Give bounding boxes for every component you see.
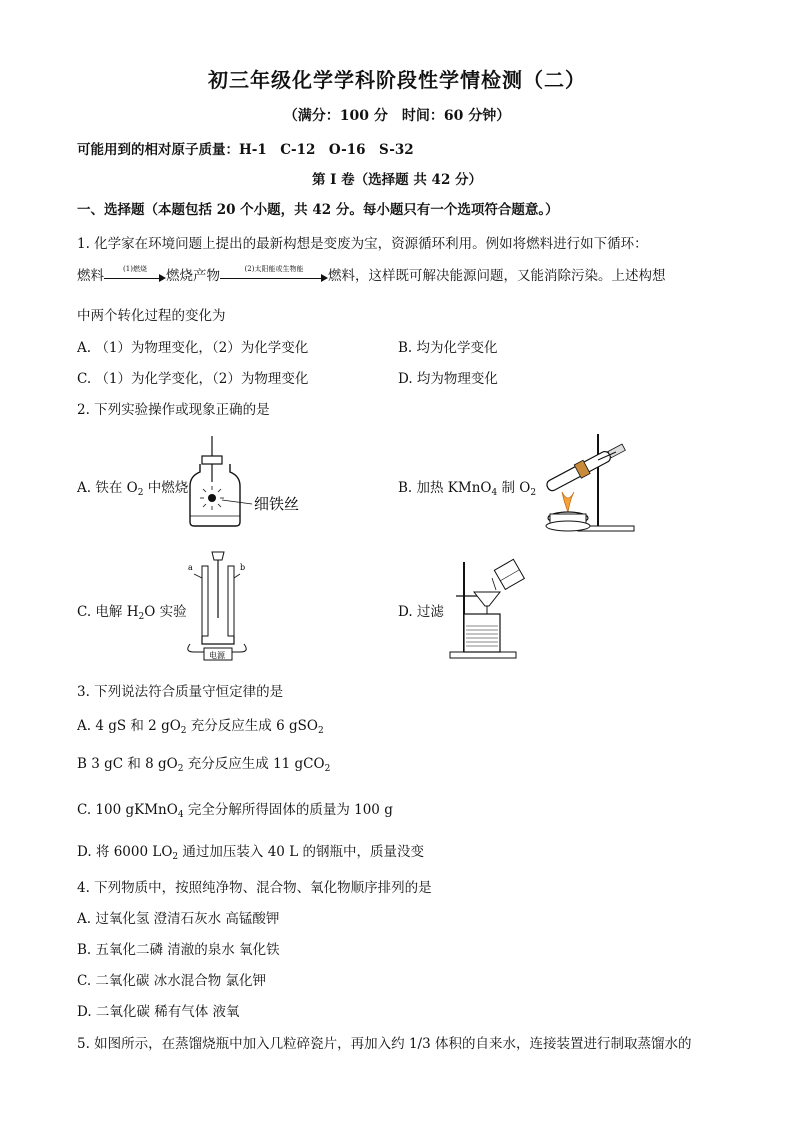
q2-a-sub: 2 <box>137 488 144 498</box>
q2-a-text-2: 中燃烧 <box>143 480 189 496</box>
exam-info: （满分：100 分 时间：60 分钟） <box>283 108 511 124</box>
q1-arrow-2 <box>220 264 328 284</box>
q3-c-sub: 4 <box>177 810 184 820</box>
q4-option-a[interactable]: A. 过氧化氢 澄清石灰水 高锰酸钾 <box>77 911 280 927</box>
q3-a-text: A. 4 gS 和 2 gO <box>77 718 181 734</box>
q1-option-d[interactable]: D. 均为物理变化 <box>398 371 498 387</box>
electrode-b-label: b <box>240 563 246 572</box>
q1-tail: ，这样既可解决能源问题，又能消除污染。上述构想 <box>355 268 666 284</box>
q1-arrow-1 <box>104 264 166 284</box>
q3-d-sub: 2 <box>172 852 179 862</box>
q1-stem-2: 中两个转化过程的变化为 <box>77 308 226 324</box>
q1-fuel-2: 燃料 <box>328 268 355 284</box>
q1-cycle <box>77 264 666 284</box>
q2-option-c[interactable] <box>77 600 187 622</box>
q2-b-text-2: 制 O <box>497 480 531 496</box>
q1-option-b[interactable]: B. 均为化学变化 <box>398 340 498 356</box>
section-heading: 一、选择题（本题包括 20 个小题，共 42 分。每小题只有一个选项符合题意。） <box>77 202 559 218</box>
q2-c-text-2: O 实验 <box>144 604 187 620</box>
q3-c-text-2: 完全分解所得固体的质量为 100 g <box>183 802 393 818</box>
filtration-figure <box>446 556 536 660</box>
q3-a-sub-2: 2 <box>317 726 324 736</box>
q1-arrow-2-label: (2)太阳能或生物能 <box>244 264 304 273</box>
atomic-masses: 可能用到的相对原子质量：H-1 C-12 O-16 S-32 <box>77 142 414 158</box>
q2-a-text: A. 铁在 O <box>77 480 138 496</box>
electrolysis-figure <box>182 548 252 664</box>
q4-stem: 4. 下列物质中，按照纯净物、混合物、氧化物顺序排列的是 <box>77 880 432 896</box>
q3-a-text-2: 充分反应生成 6 gSO <box>186 718 318 734</box>
q1-fuel: 燃料 <box>77 268 104 284</box>
q2-c-text: C. 电解 H <box>77 604 139 620</box>
q3-c-text: C. 100 gKMnO <box>77 802 178 818</box>
q1-product: 燃烧产物 <box>166 268 220 284</box>
q1-option-a[interactable]: A. （1）为物理变化，（2）为化学变化 <box>77 340 309 356</box>
q3-b-sub-2: 2 <box>324 764 331 774</box>
page-title: 初三年级化学学科阶段性学情检测（二） <box>208 68 586 92</box>
q2-option-a[interactable] <box>77 476 188 498</box>
kmno4-heating-figure <box>538 430 638 534</box>
q2-c-sub: 2 <box>138 612 145 622</box>
volume-heading: 第 I 卷（选择题 共 42 分） <box>311 172 483 188</box>
q3-stem: 3. 下列说法符合质量守恒定律的是 <box>77 684 284 700</box>
q3-option-c[interactable] <box>77 798 393 820</box>
iron-burning-figure <box>186 434 316 530</box>
q5-stem: 5. 如图所示，在蒸馏烧瓶中加入几粒碎瓷片，再加入约 1/3 体积的自来水，连接装置进行制取蒸馏水的 <box>77 1036 692 1052</box>
q3-option-b[interactable] <box>77 752 330 774</box>
q2-option-d[interactable]: D. 过滤 <box>398 604 444 620</box>
q3-b-text: B 3 gC 和 8 gO <box>77 756 178 772</box>
q1-stem: 1. 化学家在环境问题上提出的最新构想是变废为宝，资源循环利用。例如将燃料进行如下循环： <box>77 236 648 252</box>
q2-b-text: B. 加热 KMnO <box>398 480 492 496</box>
q3-option-d[interactable] <box>77 840 424 862</box>
q2-b-sub-2: 2 <box>530 488 537 498</box>
q1-arrow-1-label: (1)燃烧 <box>123 264 147 273</box>
q3-b-sub: 2 <box>177 764 184 774</box>
q2-stem: 2. 下列实验操作或现象正确的是 <box>77 402 270 418</box>
q4-option-b[interactable]: B. 五氧化二磷 清澈的泉水 氧化铁 <box>77 942 280 958</box>
q2-option-b[interactable] <box>398 476 536 498</box>
q3-d-text: D. 将 6000 LO <box>77 844 173 860</box>
q1-option-c[interactable]: C. （1）为化学变化，（2）为物理变化 <box>77 371 309 387</box>
q2-b-sub: 4 <box>491 488 498 498</box>
q4-option-c[interactable]: C. 二氧化碳 冰水混合物 氯化钾 <box>77 973 267 989</box>
q3-b-text-2: 充分反应生成 11 gCO <box>183 756 325 772</box>
electrode-a-label: a <box>188 563 193 572</box>
q4-option-d[interactable]: D. 二氧化碳 稀有气体 液氧 <box>77 1004 240 1020</box>
power-label: 电源 <box>209 651 225 660</box>
iron-wire-label: 细铁丝 <box>254 495 300 513</box>
q3-option-a[interactable] <box>77 714 324 736</box>
q3-a-sub: 2 <box>180 726 187 736</box>
q3-d-text-2: 通过加压装入 40 L 的钢瓶中，质量没变 <box>178 844 424 860</box>
